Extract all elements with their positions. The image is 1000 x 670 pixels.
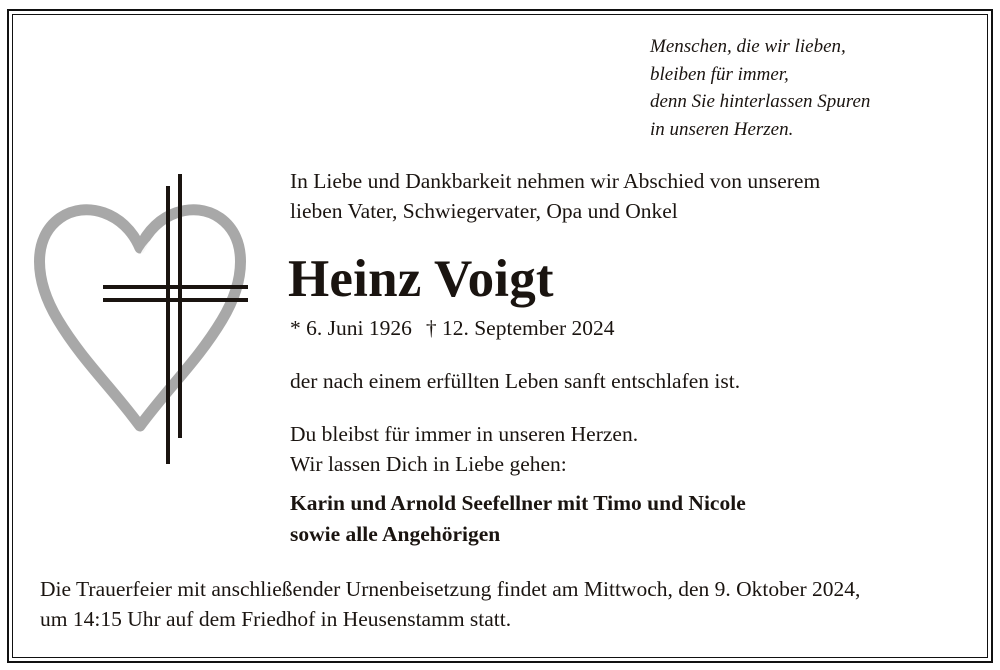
service-line: Die Trauerfeier mit anschließender Urnenbeisetzung findet am Mittwoch, den 9. Oktober 2024, — [40, 577, 861, 601]
birth-date: * 6. Juni 1926 — [290, 316, 412, 340]
poem-line: Menschen, die wir lieben, — [650, 36, 846, 57]
mourners-line: sowie alle Angehörigen — [290, 522, 501, 546]
mourners-line: Karin und Arnold Seefellner mit Timo und Nicole — [290, 491, 746, 515]
poem — [650, 33, 870, 143]
intro-text — [290, 166, 820, 226]
life-dates — [290, 313, 615, 343]
farewell-line: Du bleibst für immer in unseren Herzen. — [290, 422, 639, 446]
death-date: † 12. September 2024 — [425, 316, 615, 340]
service-info — [40, 574, 860, 634]
poem-line: in unseren Herzen. — [650, 118, 794, 140]
heart-cross-icon — [20, 170, 260, 470]
intro-line: In Liebe und Dankbarkeit nehmen wir Abschied von unserem — [290, 169, 821, 193]
poem-line: denn Sie hinterlassen Spuren — [650, 91, 871, 112]
closing-text: der nach einem erfüllten Leben sanft entschlafen ist. — [290, 369, 741, 393]
mourners — [290, 488, 746, 550]
poem-line: bleiben für immer, — [650, 63, 789, 85]
intro-line: lieben Vater, Schwiegervater, Opa und Onkel — [290, 199, 678, 223]
farewell-line: Wir lassen Dich in Liebe gehen: — [290, 452, 567, 476]
heart-icon — [40, 210, 241, 426]
deceased-name: Heinz Voigt — [288, 250, 554, 308]
farewell-text — [290, 419, 638, 479]
service-line: um 14:15 Uhr auf dem Friedhof in Heusenstamm statt. — [40, 607, 512, 631]
